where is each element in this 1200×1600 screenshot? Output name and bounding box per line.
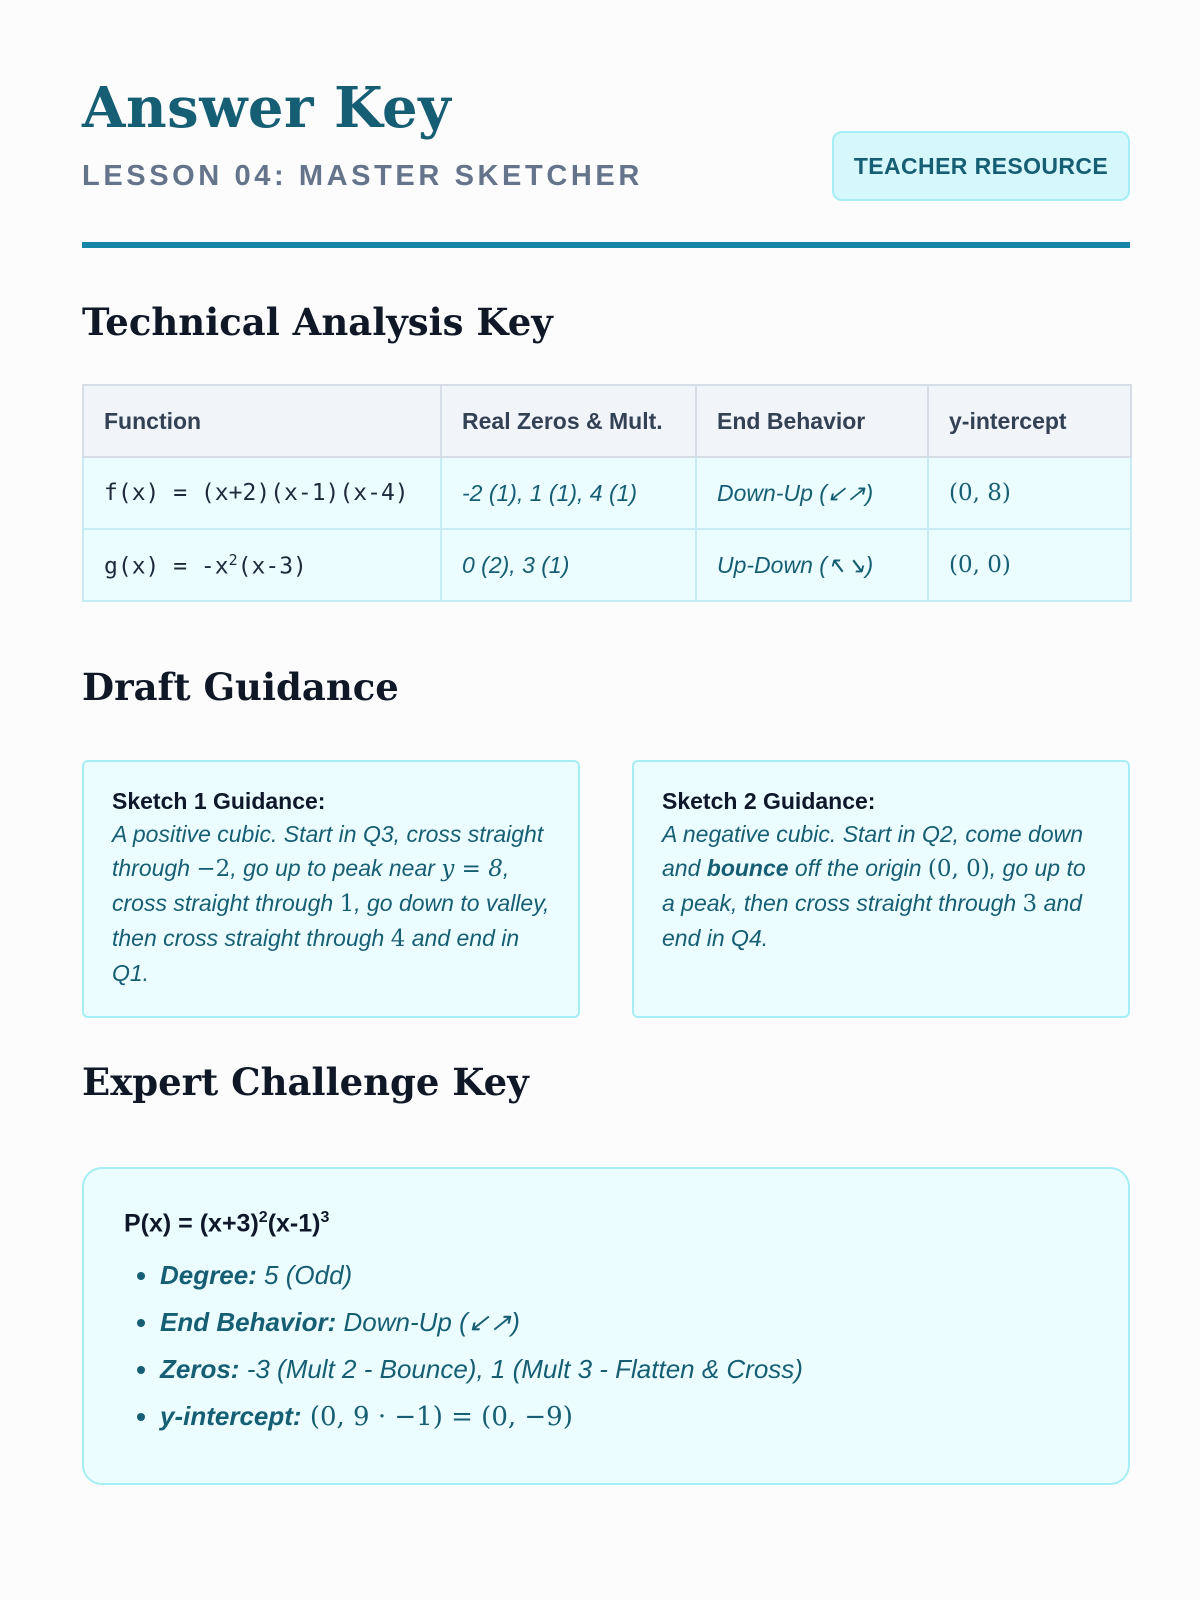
sketch-1-guidance-card [82, 760, 580, 1018]
guidance-text: , cross straight through [112, 855, 510, 916]
emphasis-bounce: bounce [706, 855, 789, 881]
column-header-function: Function [83, 385, 441, 457]
answer-value: Down-Up (↙↗) [336, 1307, 520, 1338]
list-item [160, 1393, 1088, 1441]
guidance-text: , go up to peak near [230, 855, 442, 881]
end-behavior-cell: Down-Up (↙↗) [696, 457, 928, 529]
sketch-2-guidance-text [662, 817, 1100, 955]
math-value: 4 [390, 926, 406, 952]
zeros-cell: 0 (2), 3 (1) [441, 529, 696, 601]
lesson-subtitle: LESSON 04: MASTER SKETCHER [82, 160, 643, 192]
draft-guidance-heading: Draft Guidance [82, 665, 399, 709]
function-text: (x-3) [237, 553, 307, 580]
y-intercept-cell: (0, 8) [928, 457, 1131, 529]
y-intercept-cell: (0, 0) [928, 529, 1131, 601]
list-item [160, 1299, 1088, 1346]
math-value: y = 8 [441, 856, 503, 882]
sketch-1-guidance-text [112, 817, 550, 990]
answer-label: Zeros: [160, 1354, 240, 1385]
function-text: (x-1) [267, 1209, 321, 1238]
guidance-text: , go up to a peak, then cross straight through [662, 855, 1086, 916]
answer-key-page [82, 0, 1130, 1433]
column-header-end-behavior: End Behavior [696, 385, 928, 457]
technical-analysis-table [82, 384, 1132, 602]
list-item [160, 1252, 1088, 1299]
function-text: g(x) = -x [104, 553, 229, 580]
technical-analysis-heading: Technical Analysis Key [82, 300, 553, 344]
list-item [160, 1346, 1088, 1393]
zeros-cell: -2 (1), 1 (1), 4 (1) [441, 457, 696, 529]
function-cell: f(x) = (x+2)(x-1)(x-4) [83, 457, 441, 529]
sketch-2-guidance-card [632, 760, 1130, 1018]
answer-label: End Behavior: [160, 1307, 337, 1338]
answer-value: -3 (Mult 2 - Bounce), 1 (Mult 3 - Flatten & Cross) [239, 1354, 803, 1385]
guidance-text: A positive cubic. Start in Q3, cross straight through [112, 821, 544, 881]
guidance-text: , go down to valley, then cross straight through [112, 890, 550, 951]
header-divider [82, 242, 1130, 248]
teacher-resource-badge: TEACHER RESOURCE [832, 131, 1130, 201]
guidance-text: and end in Q4. [662, 890, 1082, 951]
function-exponent: 2 [258, 1209, 268, 1226]
sketch-2-guidance-title: Sketch 2 Guidance: [662, 788, 876, 814]
challenge-function [124, 1209, 1088, 1238]
guidance-text: and end in Q1. [112, 925, 520, 986]
math-value: (0, 0) [927, 856, 990, 882]
math-value: 3 [1022, 891, 1038, 917]
answer-label: Degree: [160, 1260, 257, 1291]
table-row [83, 529, 1131, 601]
column-header-y-intercept: y-intercept [928, 385, 1131, 457]
sketch-1-guidance-title: Sketch 1 Guidance: [112, 788, 326, 814]
answer-label: y-intercept: [160, 1401, 302, 1432]
answer-value: 5 (Odd) [256, 1260, 353, 1291]
expert-answer-list [124, 1252, 1088, 1441]
expert-challenge-heading: Expert Challenge Key [82, 1060, 529, 1104]
answer-value: (0, 9 · −1) = (0, −9) [301, 1402, 573, 1433]
table-row [83, 457, 1131, 529]
guidance-text: off the origin [788, 855, 928, 881]
function-text: P(x) = (x+3) [124, 1209, 259, 1238]
table-header-row [83, 385, 1131, 457]
function-cell [83, 529, 441, 601]
column-header-zeros: Real Zeros & Mult. [441, 385, 696, 457]
guidance-text: A negative cubic. Start in Q2, come down and [662, 821, 1084, 881]
expert-challenge-card [82, 1167, 1130, 1485]
function-exponent: 2 [228, 550, 238, 569]
end-behavior-cell: Up-Down (↖↘) [696, 529, 928, 601]
page-header [82, 0, 1130, 250]
page-title: Answer Key [82, 75, 452, 141]
math-value: 1 [339, 891, 355, 917]
math-value: −2 [196, 856, 231, 882]
function-exponent: 3 [320, 1209, 330, 1226]
